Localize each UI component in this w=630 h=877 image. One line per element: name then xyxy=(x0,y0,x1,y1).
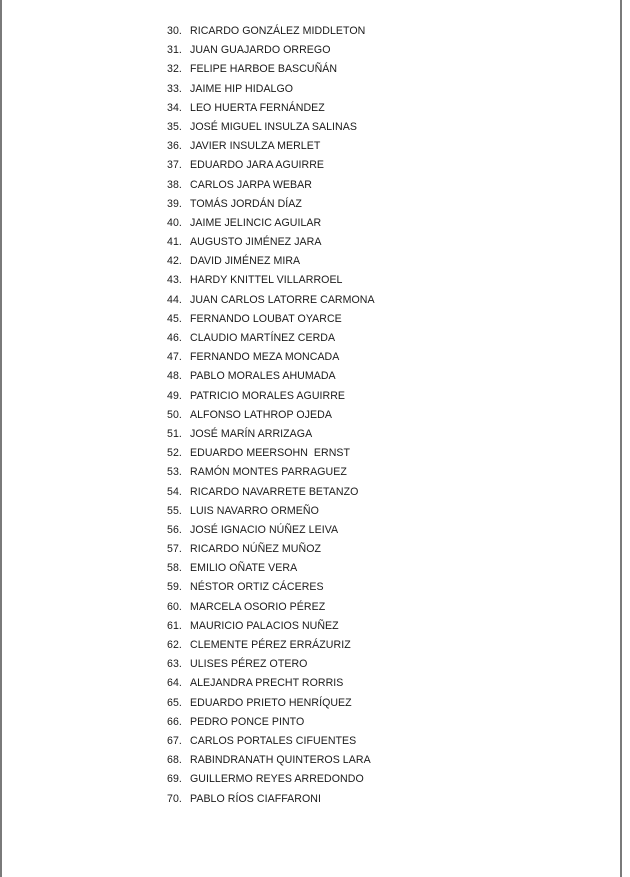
list-item xyxy=(167,233,375,252)
list-item-name: JUAN GUAJARDO ORREGO xyxy=(190,44,331,57)
list-item-name: RABINDRANATH QUINTEROS LARA xyxy=(190,754,371,767)
list-item-number: 37. xyxy=(167,159,182,172)
list-item-name: PEDRO PONCE PINTO xyxy=(190,715,305,728)
list-item-name: DAVID JIMÉNEZ MIRA xyxy=(190,255,301,268)
list-item xyxy=(167,713,375,732)
list-item xyxy=(167,540,375,559)
list-item-name: JAIME HIP HIDALGO xyxy=(190,82,294,95)
list-item xyxy=(167,751,375,770)
list-item xyxy=(167,195,375,214)
list-item-number: 49. xyxy=(167,389,182,402)
list-item-name: RAMÓN MONTES PARRAGUEZ xyxy=(190,466,347,479)
list-item-name: NÉSTOR ORTIZ CÁCERES xyxy=(190,581,324,594)
list-item-name: JAIME JELINCIC AGUILAR xyxy=(190,216,322,229)
list-item-name: JUAN CARLOS LATORRE CARMONA xyxy=(190,293,375,306)
list-item xyxy=(167,387,375,406)
document-page xyxy=(2,0,620,877)
list-item xyxy=(167,348,375,367)
list-item-name: EMILIO OÑATE VERA xyxy=(190,562,298,575)
list-item xyxy=(167,463,375,482)
list-item xyxy=(167,694,375,713)
list-item-number: 50. xyxy=(167,408,182,421)
list-item-number: 34. xyxy=(167,101,182,114)
list-item xyxy=(167,502,375,521)
list-item-number: 65. xyxy=(167,696,182,709)
list-item xyxy=(167,252,375,271)
list-item-name: FELIPE HARBOE BASCUÑÁN xyxy=(190,63,338,76)
list-item-number: 45. xyxy=(167,312,182,325)
list-item-number: 68. xyxy=(167,754,182,767)
list-item xyxy=(167,214,375,233)
list-item-name: ALEJANDRA PRECHT RORRIS xyxy=(190,677,344,690)
list-item-number: 56. xyxy=(167,523,182,536)
list-item-name: FERNANDO LOUBAT OYARCE xyxy=(190,312,342,325)
list-item xyxy=(167,406,375,425)
list-item-number: 59. xyxy=(167,581,182,594)
list-item-name: JOSÉ MARÍN ARRIZAGA xyxy=(190,427,313,440)
list-item-name: PATRICIO MORALES AGUIRRE xyxy=(190,389,346,402)
list-item-number: 32. xyxy=(167,63,182,76)
list-item-number: 46. xyxy=(167,332,182,344)
list-item xyxy=(167,444,375,463)
list-item-number: 35. xyxy=(167,120,182,133)
list-item-number: 44. xyxy=(167,293,182,306)
list-item-name: ALFONSO LATHROP OJEDA xyxy=(190,408,332,421)
list-item xyxy=(167,617,375,636)
list-item xyxy=(167,310,375,329)
list-item-name: ULISES PÉREZ OTERO xyxy=(190,658,308,671)
list-item-name: RICARDO GONZÁLEZ MIDDLETON xyxy=(190,25,366,37)
list-item-name: PABLO MORALES AHUMADA xyxy=(190,370,336,383)
list-item xyxy=(167,22,375,41)
list-item-name: CARLOS PORTALES CIFUENTES xyxy=(190,734,357,747)
list-item xyxy=(167,483,375,502)
list-item xyxy=(167,559,375,578)
list-item xyxy=(167,156,375,175)
list-item xyxy=(167,770,375,789)
list-item-number: 69. xyxy=(167,773,182,786)
list-item-number: 62. xyxy=(167,639,182,651)
list-item-number: 54. xyxy=(167,485,182,498)
list-item-name: RICARDO NAVARRETE BETANZO xyxy=(190,485,359,498)
list-item-number: 64. xyxy=(167,677,182,690)
list-item-number: 42. xyxy=(167,255,182,268)
list-item-name: JOSÉ IGNACIO NÚÑEZ LEIVA xyxy=(190,523,339,536)
list-item xyxy=(167,598,375,617)
list-item-number: 58. xyxy=(167,562,182,575)
list-item-number: 61. xyxy=(167,619,182,632)
list-item xyxy=(167,329,375,348)
list-item-number: 51. xyxy=(167,427,182,440)
list-item-number: 53. xyxy=(167,466,182,479)
list-item-name: JOSÉ MIGUEL INSULZA SALINAS xyxy=(190,120,357,133)
list-item-number: 43. xyxy=(167,274,182,287)
list-item xyxy=(167,425,375,444)
list-item-number: 38. xyxy=(167,178,182,191)
list-item-number: 47. xyxy=(167,351,182,364)
list-item-number: 66. xyxy=(167,715,182,728)
list-item-number: 48. xyxy=(167,370,182,383)
list-item-name: TOMÁS JORDÁN DÍAZ xyxy=(190,197,302,210)
list-item-number: 40. xyxy=(167,216,182,229)
list-item xyxy=(167,790,375,809)
list-item-number: 60. xyxy=(167,600,182,613)
list-item-name: GUILLERMO REYES ARREDONDO xyxy=(190,773,364,786)
list-item-number: 57. xyxy=(167,543,182,556)
list-item-name: JAVIER INSULZA MERLET xyxy=(190,140,321,153)
name-list xyxy=(167,22,375,809)
list-item-name: EDUARDO MEERSOHN ERNST xyxy=(190,447,351,460)
list-item-name: MAURICIO PALACIOS NUÑEZ xyxy=(190,619,339,632)
list-item xyxy=(167,732,375,751)
list-item-name: EDUARDO PRIETO HENRÍQUEZ xyxy=(190,696,352,709)
list-item-name: LUIS NAVARRO ORMEÑO xyxy=(190,504,319,517)
list-item-name: CLAUDIO MARTÍNEZ CERDA xyxy=(190,332,336,344)
list-item-name: CLEMENTE PÉREZ ERRÁZURIZ xyxy=(190,639,351,651)
list-item xyxy=(167,521,375,540)
list-item-number: 55. xyxy=(167,504,182,517)
list-item-number: 52. xyxy=(167,447,182,460)
list-item-number: 70. xyxy=(167,792,182,805)
list-item-number: 36. xyxy=(167,140,182,153)
list-item-number: 41. xyxy=(167,236,182,249)
list-item-name: CARLOS JARPA WEBAR xyxy=(190,178,312,191)
list-item-name: FERNANDO MEZA MONCADA xyxy=(190,351,340,364)
viewer-right-border xyxy=(620,0,622,877)
list-item xyxy=(167,99,375,118)
list-item-name: AUGUSTO JIMÉNEZ JARA xyxy=(190,236,322,249)
list-item xyxy=(167,367,375,386)
list-item xyxy=(167,271,375,290)
list-item xyxy=(167,636,375,655)
list-item xyxy=(167,674,375,693)
list-item-name: PABLO RÍOS CIAFFARONI xyxy=(190,792,321,805)
list-item-name: LEO HUERTA FERNÁNDEZ xyxy=(190,101,325,114)
list-item xyxy=(167,655,375,674)
list-item xyxy=(167,60,375,79)
list-item-name: RICARDO NÚÑEZ MUÑOZ xyxy=(190,543,322,556)
list-item xyxy=(167,578,375,597)
list-item xyxy=(167,137,375,156)
list-item xyxy=(167,41,375,60)
list-item-number: 30. xyxy=(167,25,182,37)
list-item xyxy=(167,80,375,99)
list-item-number: 33. xyxy=(167,82,182,95)
list-item-name: EDUARDO JARA AGUIRRE xyxy=(190,159,325,172)
list-item-number: 39. xyxy=(167,197,182,210)
list-item-name: MARCELA OSORIO PÉREZ xyxy=(190,600,326,613)
list-item xyxy=(167,291,375,310)
list-item-number: 67. xyxy=(167,734,182,747)
list-item xyxy=(167,176,375,195)
list-item xyxy=(167,118,375,137)
list-item-name: HARDY KNITTEL VILLARROEL xyxy=(190,274,343,287)
list-item-number: 63. xyxy=(167,658,182,671)
list-item-number: 31. xyxy=(167,44,182,57)
